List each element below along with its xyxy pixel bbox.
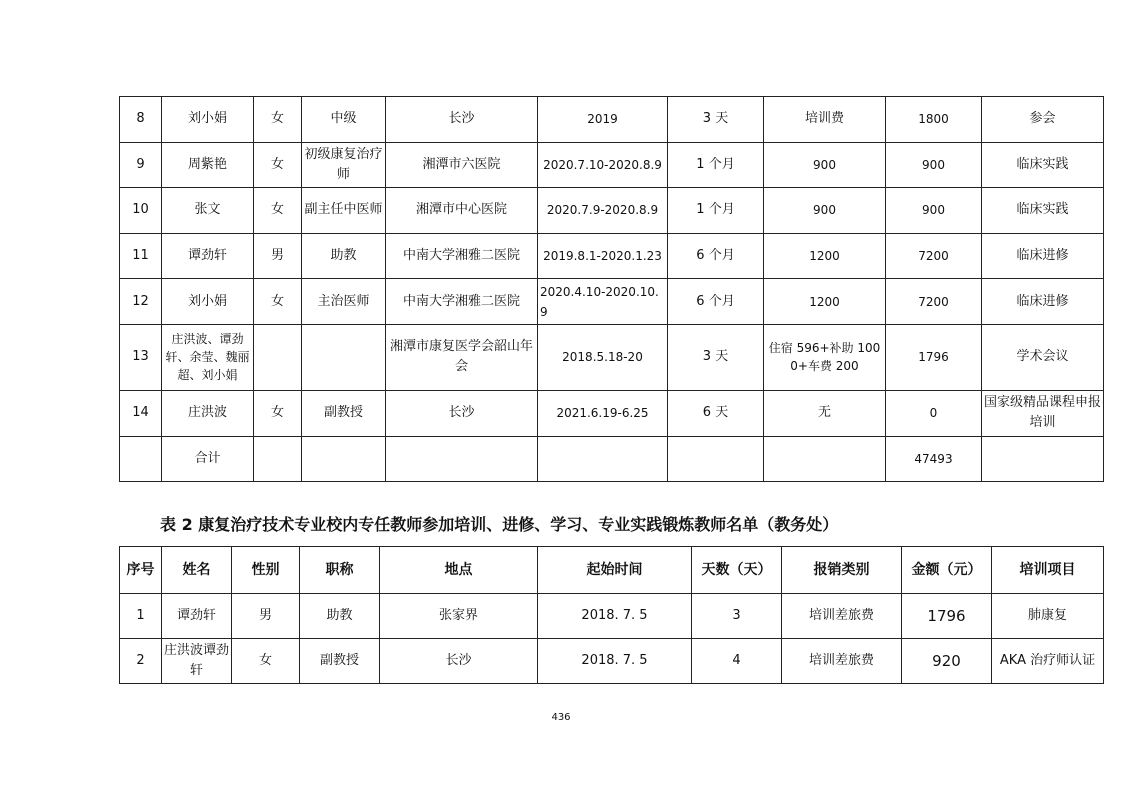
total-label: 合计 (162, 436, 254, 482)
header-cell: 天数（天） (692, 547, 782, 594)
table-row: 1 谭劲轩 男 助教 张家界 2018. 7. 5 3 培训差旅费 1796 肺康复 (120, 594, 1104, 639)
table-row: 8 刘小娟 女 中级 长沙 2019 3 天 培训费 1800 参会 (120, 97, 1104, 143)
table-row: 10 张文 女 副主任中医师 湘潭市中心医院 2020.7.9-2020.8.9 1 个月 900 900 临床实践 (120, 188, 1104, 234)
table-header-row (120, 547, 1104, 594)
table-row: 9 周紫艳 女 初级康复治疗师 湘潭市六医院 2020.7.10-2020.8.9 1 个月 900 900 临床实践 (120, 142, 1104, 188)
header-cell: 职称 (300, 547, 380, 594)
header-cell: 起始时间 (538, 547, 692, 594)
table-row: 11 谭劲轩 男 助教 中南大学湘雅二医院 2019.8.1-2020.1.23 6 个月 1200 7200 临床进修 (120, 233, 1104, 279)
training-table-1 (119, 96, 1104, 482)
header-cell: 性别 (232, 547, 300, 594)
total-row (120, 436, 1104, 482)
table-row: 13 庄洪波、谭劲轩、余莹、魏丽超、刘小娟 湘潭市康复医学会韶山年会 2018.5.18-20 3 天 住宿 596+补助 1000+车费 200 1796 学术会议 (120, 324, 1104, 390)
header-cell: 姓名 (162, 547, 232, 594)
table-row: 2 庄洪波谭劲轩 女 副教授 长沙 2018. 7. 5 4 培训差旅费 920 AKA 治疗师认证 (120, 639, 1104, 684)
training-table-2 (119, 546, 1104, 684)
header-cell: 序号 (120, 547, 162, 594)
page-number: 436 (551, 712, 571, 723)
table-row: 14 庄洪波 女 副教授 长沙 2021.6.19-6.25 6 天 无 0 国家级精品课程申报培训 (120, 390, 1104, 436)
table-row: 12 刘小娟 女 主治医师 中南大学湘雅二医院 2020.4.10-2020.10.9 6 个月 1200 7200 临床进修 (120, 279, 1104, 325)
total-amount: 47493 (886, 436, 982, 482)
header-cell: 报销类别 (782, 547, 902, 594)
table-2-title: 表 2 康复治疗技术专业校内专任教师参加培训、进修、学习、专业实践锻炼教师名单（教务处） (160, 515, 839, 534)
header-cell: 地点 (380, 547, 538, 594)
header-cell: 金额（元） (902, 547, 992, 594)
header-cell: 培训项目 (992, 547, 1104, 594)
